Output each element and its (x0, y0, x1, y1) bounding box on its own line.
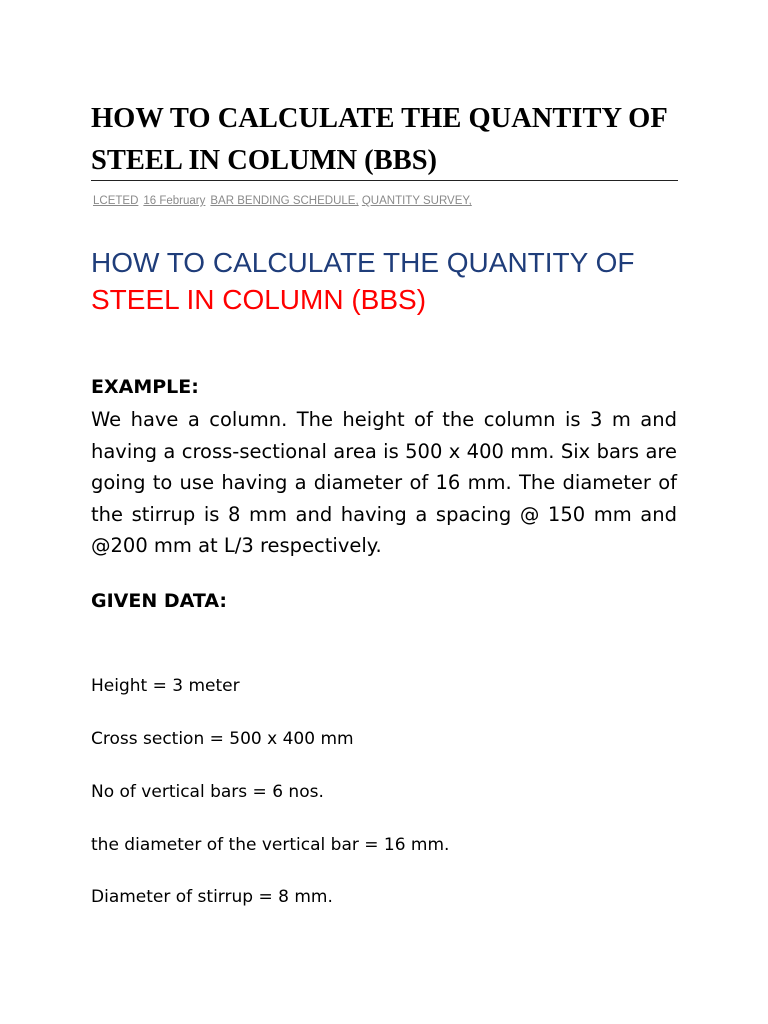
given-data-label: GIVEN DATA: (91, 590, 228, 612)
heading-part-blue: HOW TO CALCULATE THE QUANTITY OF (91, 247, 635, 278)
example-paragraph: We have a column. The height of the column is 3 m and having a cross-sectional area is 500 x 400 mm. Six bars are going to use having a diameter of 16 mm. The diameter of the stirrup is 8 mm and having a spacing @ 150 mm and @200 mm at L/3 respectively. (91, 408, 677, 557)
post-meta (93, 195, 472, 207)
author-link[interactable]: LCETED (93, 195, 139, 207)
label-link-bar-bending-schedule[interactable]: BAR BENDING SCHEDULE, (210, 195, 359, 207)
given-data-line-height: Height = 3 meter (91, 676, 240, 696)
given-data-line-bar-diameter: the diameter of the vertical bar = 16 mm. (91, 835, 450, 855)
section-heading (91, 244, 691, 318)
example-label: EXAMPLE: (91, 376, 199, 398)
given-data-line-vertical-bars: No of vertical bars = 6 nos. (91, 782, 324, 802)
post-title: HOW TO CALCULATE THE QUANTITY OF STEEL IN COLUMN (BBS) (91, 103, 667, 176)
given-data-line-cross-section: Cross section = 500 x 400 mm (91, 729, 354, 749)
date-link[interactable]: 16 February (143, 195, 206, 207)
label-link-quantity-survey[interactable]: QUANTITY SURVEY, (361, 195, 472, 207)
title-divider (91, 180, 678, 181)
given-data-line-stirrup-diameter: Diameter of stirrup = 8 mm. (91, 887, 333, 907)
heading-part-red: STEEL IN COLUMN (BBS) (91, 284, 427, 315)
